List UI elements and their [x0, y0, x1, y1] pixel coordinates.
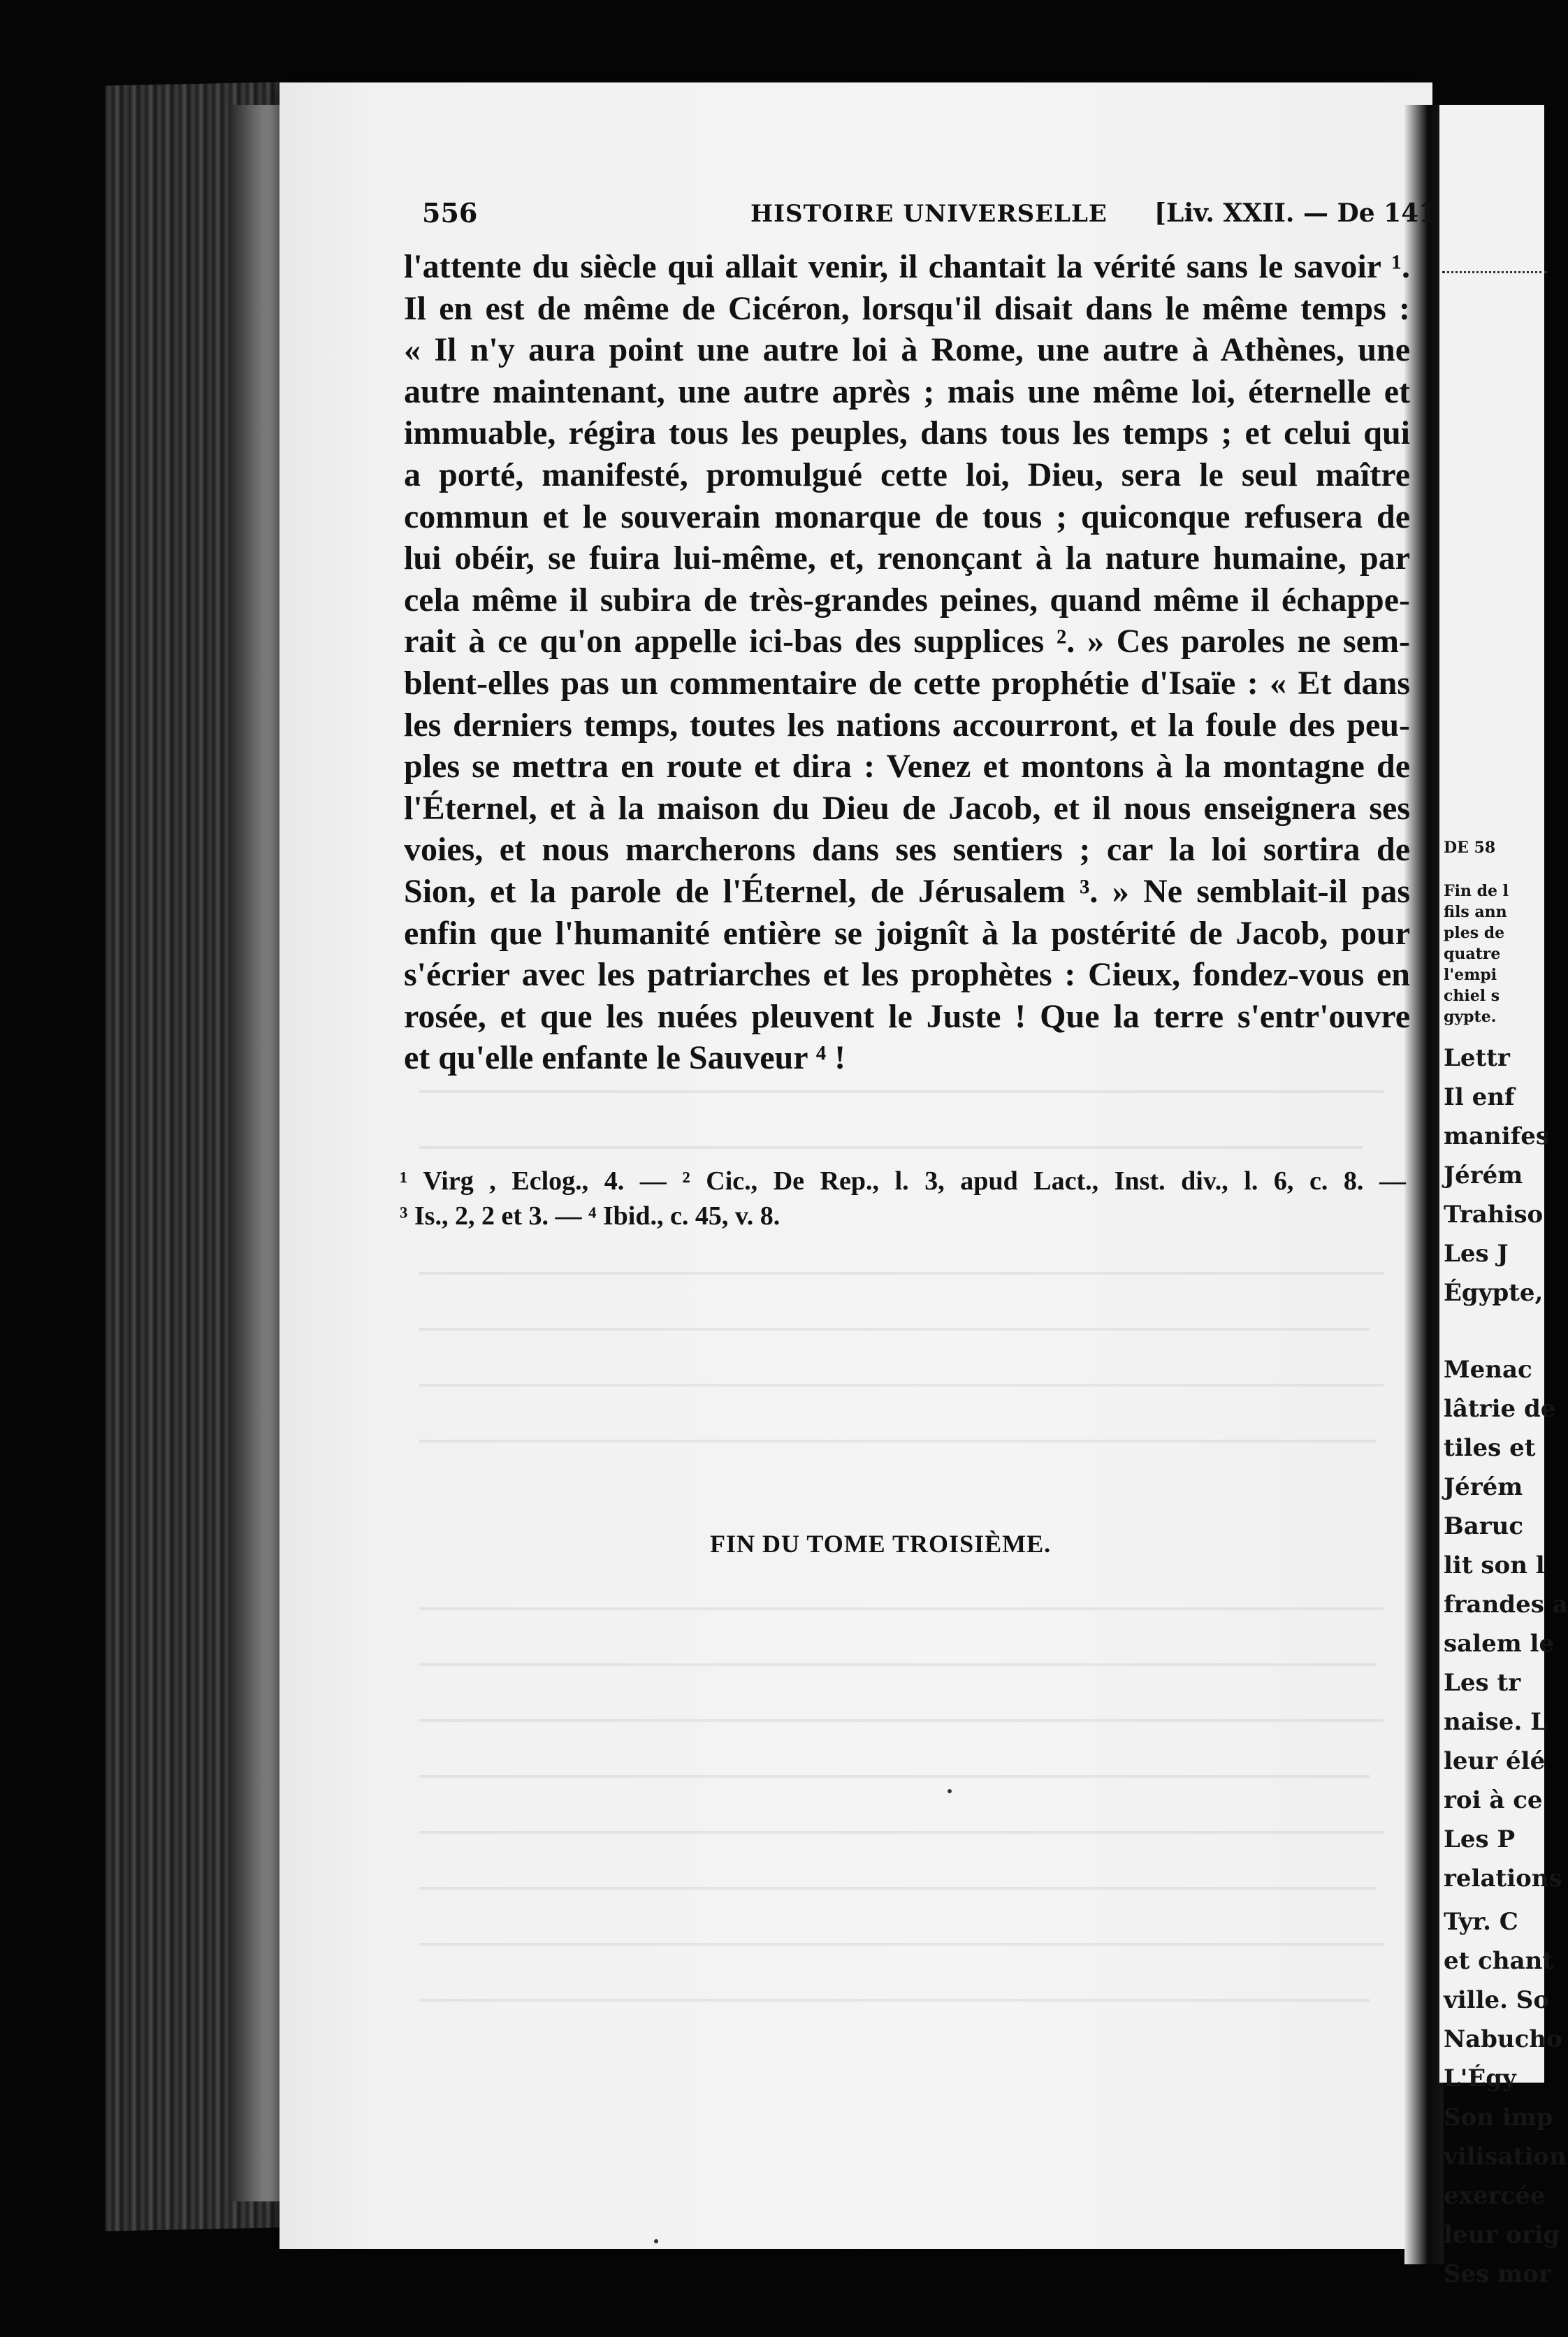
text-line: Il en est de même de Cicéron, lorsqu'il disait dans le même temps :: [404, 289, 1410, 327]
text-line: lui obéir, se fuira lui-même, et, renonçant à la nature humaine, par: [404, 540, 1410, 577]
facing-page-line: L'Égy: [1444, 2064, 1516, 2092]
facing-page-line: lit son l: [1444, 1551, 1545, 1579]
text-line: Sion, et la parole de l'Éternel, de Jérusalem ³. » Ne semblait-il pas: [404, 872, 1410, 910]
ink-speck: [654, 2239, 658, 2243]
facing-page-line: ples de: [1444, 924, 1505, 942]
facing-page-line: quatre: [1444, 945, 1501, 963]
text-line: a porté, manifesté, promulgué cette loi, Dieu, sera le seul maître: [404, 456, 1410, 493]
facing-page-rule: [1442, 271, 1547, 279]
text-line: commun et le souverain monarque de tous ; quiconque refusera de: [404, 498, 1410, 535]
facing-page-line: leur élé: [1444, 1747, 1546, 1775]
show-through-line: [419, 1663, 1377, 1666]
facing-page-line: Fin de l: [1444, 882, 1509, 900]
text-line: cela même il subira de très-grandes peines, quand même il échappe-: [404, 581, 1410, 618]
ink-speck: [948, 1789, 952, 1793]
facing-page-line: Les J: [1444, 1240, 1509, 1268]
text-line: « Il n'y aura point une autre loi à Rome, une autre à Athènes, une: [404, 331, 1410, 369]
facing-page-line: Son imp: [1444, 2104, 1553, 2132]
facing-page-line: Nabucho: [1444, 2025, 1562, 2053]
show-through-line: [419, 1272, 1384, 1275]
footnote-line: ¹ Virg , Eclog., 4. — ² Cic., De Rep., l. 3, apud Lact., Inst. div., l. 6, c. 8. —: [400, 1166, 1406, 1196]
show-through-line: [419, 1775, 1370, 1778]
facing-page-line: relations: [1444, 1865, 1562, 1893]
show-through-line: [419, 1999, 1370, 2002]
show-through-line: [419, 1943, 1384, 1946]
facing-page-line: Les tr: [1444, 1669, 1521, 1697]
facing-page-line: et chant: [1444, 1947, 1554, 1975]
facing-page-line: gypte.: [1444, 1008, 1497, 1026]
facing-page-line: Tyr. C: [1444, 1908, 1518, 1936]
text-line: rosée, et que les nuées pleuvent le Juste ! Que la terre s'entr'ouvre: [404, 997, 1410, 1035]
facing-page-line: ville. So: [1444, 1986, 1550, 2014]
show-through-line: [419, 1831, 1384, 1834]
text-line: autre maintenant, une autre après ; mais une même loi, éternelle et: [404, 372, 1410, 410]
text-line: ples se mettra en route et dira : Venez et montons à la montagne de: [404, 748, 1410, 786]
facing-page-line: DE 58: [1444, 839, 1496, 857]
facing-page-line: Ses mor: [1444, 2260, 1551, 2288]
show-through-line: [419, 1440, 1377, 1442]
show-through-line: [419, 1328, 1370, 1331]
running-section: [Liv. XXII. — De 141: [1154, 198, 1437, 228]
page-gutter: [1404, 105, 1444, 2264]
body-text: [404, 246, 1410, 1079]
show-through-line: [419, 1887, 1377, 1890]
footnotes: [400, 1164, 1406, 1233]
show-through-line: [419, 1090, 1384, 1093]
show-through-line: [419, 1146, 1363, 1149]
facing-page-line: manifes: [1444, 1122, 1550, 1150]
facing-page-line: lâtrie de: [1444, 1395, 1556, 1423]
text-line: rait à ce qu'on appelle ici-bas des supplices ². » Ces paroles ne sem-: [404, 623, 1410, 660]
facing-page-sliver: [1439, 105, 1568, 2288]
page-number: 556: [422, 197, 478, 229]
facing-page-line: fils ann: [1444, 903, 1507, 921]
running-head: [422, 197, 1437, 239]
text-line: l'Éternel, et à la maison du Dieu de Jacob, et il nous enseignera ses: [404, 789, 1410, 827]
facing-page-line: Jérém: [1444, 1473, 1523, 1501]
text-line: et qu'elle enfante le Sauveur ⁴ !: [404, 1039, 846, 1077]
text-line: s'écrier avec les patriarches et les prophètes : Cieux, fondez-vous en: [404, 956, 1410, 994]
facing-page-line: Les P: [1444, 1825, 1516, 1853]
facing-page-line: salem le: [1444, 1630, 1555, 1658]
footnote-line: ³ Is., 2, 2 et 3. — ⁴ Ibid., c. 45, v. 8.: [400, 1201, 781, 1231]
facing-page-line: l'empi: [1444, 966, 1497, 984]
facing-page-line: exercée: [1444, 2182, 1546, 2210]
facing-page-line: vilisation: [1444, 2143, 1567, 2171]
facing-page-line: Jérém: [1444, 1162, 1523, 1189]
text-line: enfin que l'humanité entière se joignît à la postérité de Jacob, pour: [404, 914, 1410, 952]
text-line: les derniers temps, toutes les nations accourront, et la foule des peu-: [404, 706, 1410, 744]
facing-page-line: Il enf: [1444, 1083, 1515, 1111]
show-through-line: [419, 1384, 1384, 1387]
facing-page-line: chiel s: [1444, 987, 1500, 1005]
show-through-line: [419, 1607, 1384, 1610]
facing-page-line: Trahiso: [1444, 1201, 1544, 1229]
text-line: l'attente du siècle qui allait venir, il chantait la vérité sans le savoir ¹.: [404, 248, 1410, 285]
facing-page-line: Égypte,: [1444, 1279, 1544, 1307]
facing-page-line: naise. L: [1444, 1708, 1548, 1736]
text-line: voies, et nous marcherons dans ses sentiers ; car la loi sortira de: [404, 831, 1410, 869]
running-title: HISTOIRE UNIVERSELLE: [750, 200, 1108, 228]
facing-page-line: Menac: [1444, 1356, 1532, 1384]
text-line: blent-elles pas un commentaire de cette prophétie d'Isaïe : « Et dans: [404, 664, 1410, 702]
facing-page-line: tiles et: [1444, 1434, 1536, 1462]
end-of-volume-title: FIN DU TOME TROISIÈME.: [710, 1530, 1052, 1558]
text-line: immuable, régira tous les peuples, dans tous les temps ; et celui qui: [404, 414, 1410, 452]
show-through-line: [419, 1719, 1384, 1722]
facing-page-line: frandes a: [1444, 1591, 1568, 1619]
facing-page-line: Lettr: [1444, 1044, 1510, 1072]
facing-page-line: Baruc: [1444, 1512, 1524, 1540]
facing-page-line: leur orig: [1444, 2221, 1560, 2249]
facing-page-line: roi à ce: [1444, 1786, 1543, 1814]
